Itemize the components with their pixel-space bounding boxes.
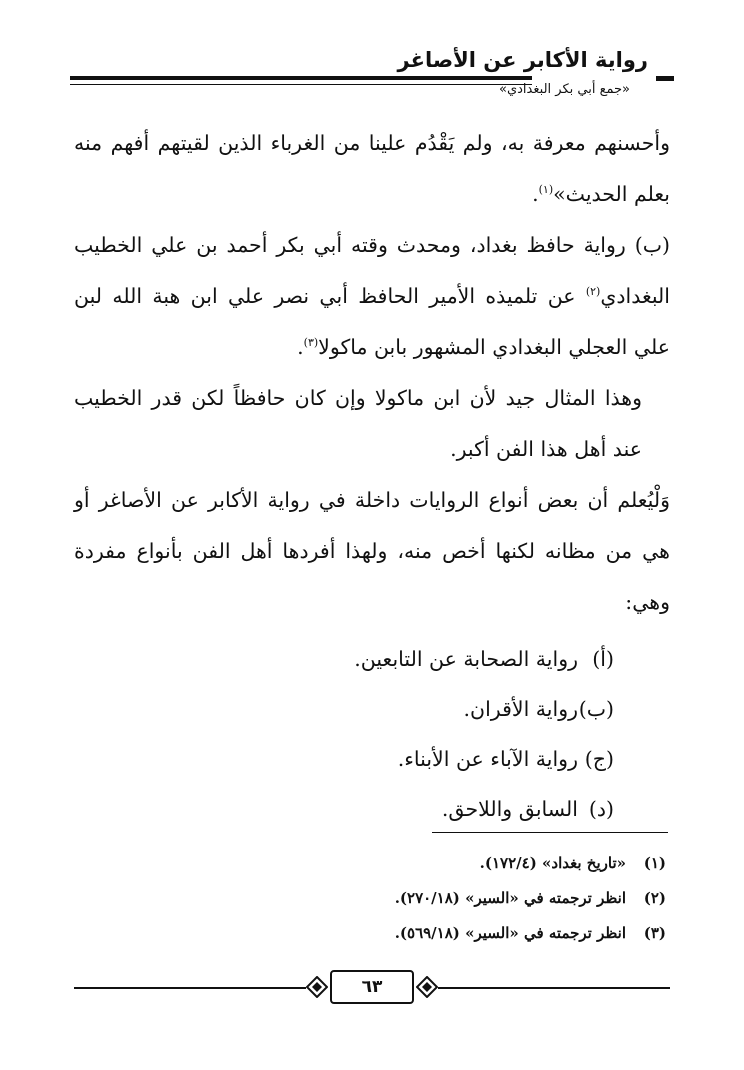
paragraph-4: وَلْيُعلم أن بعض أنواع الروايات داخلة في رواية الأكابر عن الأصاغر أو هي من مظانه لكنها أخص منه، ولهذا أفردها أهل الفن بأنواع مفردة وهي: <box>74 488 670 614</box>
list-marker: (أ) <box>592 647 614 671</box>
page-footer <box>74 968 670 1008</box>
paragraph-2-text-b: عن تلميذه الأمير الحافظ أبي نصر علي ابن هبة الله لبن علي العجلي البغدادي المشهور بابن ماكولا <box>74 284 670 359</box>
header-dash <box>656 76 674 81</box>
ornament-right-icon <box>416 976 438 998</box>
page-number-badge <box>330 970 414 1004</box>
footnote-separator <box>432 832 668 833</box>
list-marker: (ب) <box>578 697 614 721</box>
footnote-text: انظر ترجمته في «السير» (٥٦٩/١٨). <box>394 924 626 942</box>
header-subtitle: «جمع أبي بكر البغدادي» <box>499 82 630 97</box>
footnote-number: (١) <box>643 854 666 872</box>
header-title: رواية الأكابر عن الأصاغر <box>397 48 648 72</box>
paragraph-2 <box>74 220 670 373</box>
footnote-ref-3: (٣) <box>303 336 319 350</box>
list-text: السابق واللاحق. <box>441 797 578 821</box>
footnote-number: (٣) <box>643 924 666 942</box>
paragraph-2-text-a: (ب) رواية حافظ بغداد، ومحدث وقته أبي بكر أحمد بن علي الخطيب البغدادي <box>74 233 670 308</box>
footnote <box>395 916 666 951</box>
list-item <box>74 634 614 684</box>
page-number: ٦٣ <box>361 977 383 997</box>
ornament-left-icon <box>306 976 328 998</box>
paragraph-3: وهذا المثال جيد لأن ابن ماكولا وإن كان حافظاً لكن قدر الخطيب عند أهل هذا الفن أكبر. <box>74 386 642 461</box>
footer-rule-left <box>74 987 306 989</box>
paragraph-2-end: . <box>297 335 304 359</box>
footnote-ref-2: (٢) <box>585 285 601 299</box>
footnote-ref-1: (١) <box>538 183 554 197</box>
list-marker: (د) <box>588 797 614 821</box>
paragraph-1-text: وأحسنهم معرفة به، ولم يَقْدُم علينا من الغرباء الذين لقيتهم أفهم منه بعلم الحديث» <box>74 131 670 206</box>
footnote-text: «تاريخ بغداد» (١٧٢/٤). <box>479 854 626 872</box>
footnotes <box>395 846 666 951</box>
list-text: رواية الصحابة عن التابعين. <box>354 647 578 671</box>
list-item <box>74 734 614 784</box>
footnote <box>395 846 666 881</box>
footer-rule-right <box>438 987 670 989</box>
list-text: رواية الآباء عن الأبناء. <box>397 747 578 771</box>
page-body <box>74 118 670 834</box>
header-rule-thin <box>70 84 532 85</box>
types-list <box>74 634 670 834</box>
header-rule <box>70 76 532 80</box>
list-item <box>74 784 614 834</box>
list-item <box>74 684 614 734</box>
paragraph-1-end: . <box>532 182 539 206</box>
running-header <box>70 44 674 110</box>
list-text: رواية الأقران. <box>463 697 578 721</box>
footnote <box>395 881 666 916</box>
paragraph-1 <box>74 118 670 220</box>
footnote-text: انظر ترجمته في «السير» (٢٧٠/١٨). <box>394 889 626 907</box>
list-marker: (ج) <box>584 747 614 771</box>
footnote-number: (٢) <box>643 889 666 907</box>
